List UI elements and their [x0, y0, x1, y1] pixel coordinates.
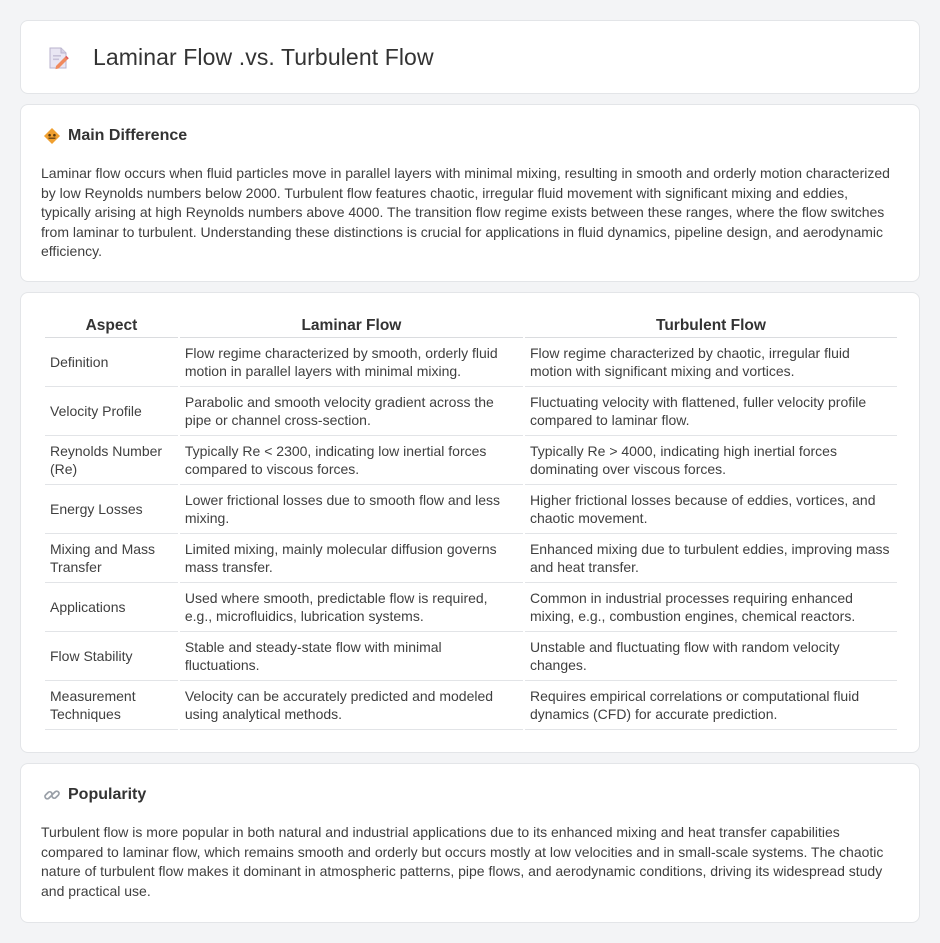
aspect-cell: Definition — [45, 338, 178, 387]
table-row — [45, 632, 897, 681]
aspect-cell: Mixing and Mass Transfer — [45, 534, 178, 583]
header-laminar: Laminar Flow — [180, 315, 523, 338]
laminar-cell: Lower frictional losses due to smooth flow and less mixing. — [180, 485, 523, 534]
laminar-cell: Used where smooth, predictable flow is required, e.g., microfluidics, lubrication systems. — [180, 583, 523, 632]
turbulent-cell: Flow regime characterized by chaotic, irregular fluid motion with significant mixing and vortices. — [525, 338, 897, 387]
aspect-cell: Energy Losses — [45, 485, 178, 534]
document-edit-icon — [47, 46, 69, 70]
aspect-cell: Applications — [45, 583, 178, 632]
laminar-cell: Flow regime characterized by smooth, orderly fluid motion in parallel layers with minimal mixing. — [180, 338, 523, 387]
laminar-cell: Parabolic and smooth velocity gradient across the pipe or channel cross-section. — [180, 387, 523, 436]
table-row — [45, 681, 897, 730]
laminar-cell: Limited mixing, mainly molecular diffusion governs mass transfer. — [180, 534, 523, 583]
turbulent-cell: Common in industrial processes requiring enhanced mixing, e.g., combustion engines, chemical reactors. — [525, 583, 897, 632]
main-difference-heading — [43, 127, 187, 145]
main-difference-section — [20, 104, 920, 282]
turbulent-cell: Typically Re > 4000, indicating high inertial forces dominating over viscous forces. — [525, 436, 897, 485]
header-turbulent: Turbulent Flow — [525, 315, 897, 338]
comparison-section — [20, 292, 920, 753]
aspect-cell: Reynolds Number (Re) — [45, 436, 178, 485]
popularity-heading — [43, 786, 146, 804]
laminar-cell: Velocity can be accurately predicted and modeled using analytical methods. — [180, 681, 523, 730]
header-card — [20, 20, 920, 94]
popularity-title: Popularity — [68, 786, 147, 803]
popularity-text: Turbulent flow is more popular in both natural and industrial applications due to its enhanced mixing and heat transfer capabilities compared to laminar flow, which remains smooth and orderly but occurs mostly at low velocities and in small-scale systems. The chaotic nature of turbulent flow makes it dominant in atmospheric patterns, pipe flows, and aerodynamic conditions, driving its widespread study and practical use. — [41, 824, 884, 899]
turbulent-cell: Requires empirical correlations or computational fluid dynamics (CFD) for accurate prediction. — [525, 681, 897, 730]
header-aspect: Aspect — [45, 315, 178, 338]
link-icon — [43, 786, 61, 804]
main-difference-title: Main Difference — [68, 127, 188, 144]
table-row — [45, 436, 897, 485]
main-difference-text: Laminar flow occurs when fluid particles move in parallel layers with minimal mixing, resulting in smooth and orderly motion characterized by low Reynolds numbers below 2000. Turbulent flow features chaotic, irregular fluid movement with significant mixing and eddies, typically arising at high Reynolds numbers above 4000. The transition flow regime exists between these ranges, where the flow switches from laminar to turbulent. Understanding these distinctions is crucial for applications in fluid dynamics, pipeline design, and aerodynamic efficiency. — [41, 165, 890, 260]
table-row — [45, 583, 897, 632]
comparison-table — [43, 315, 899, 730]
laminar-cell: Typically Re < 2300, indicating low inertial forces compared to viscous forces. — [180, 436, 523, 485]
turbulent-cell: Unstable and fluctuating flow with random velocity changes. — [525, 632, 897, 681]
aspect-cell: Measurement Techniques — [45, 681, 178, 730]
table-header-row — [45, 315, 897, 338]
laminar-cell: Stable and steady-state flow with minimal fluctuations. — [180, 632, 523, 681]
aspect-cell: Flow Stability — [45, 632, 178, 681]
table-row — [45, 534, 897, 583]
turbulent-cell: Fluctuating velocity with flattened, fuller velocity profile compared to laminar flow. — [525, 387, 897, 436]
table-row — [45, 338, 897, 387]
turbulent-cell: Enhanced mixing due to turbulent eddies, improving mass and heat transfer. — [525, 534, 897, 583]
page-title: Laminar Flow .vs. Turbulent Flow — [93, 44, 434, 70]
turbulent-cell: Higher frictional losses because of eddies, vortices, and chaotic movement. — [525, 485, 897, 534]
popularity-section — [20, 763, 920, 923]
aspect-cell: Velocity Profile — [45, 387, 178, 436]
table-row — [45, 387, 897, 436]
table-row — [45, 485, 897, 534]
diamond-warning-icon — [43, 127, 61, 145]
